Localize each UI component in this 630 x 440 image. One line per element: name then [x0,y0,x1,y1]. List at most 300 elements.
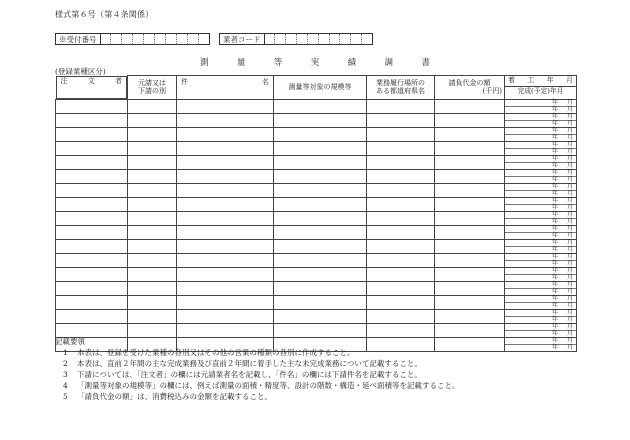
location-cell[interactable] [367,183,435,197]
header-prime-sub [128,76,177,100]
title-char: 等 [273,58,283,68]
header-char: 名 [262,78,269,86]
orderer-cell[interactable] [56,155,128,169]
amount-cell[interactable] [435,267,505,281]
completion-date[interactable] [505,135,576,141]
year-label: 年 [551,168,558,176]
header-line: 下請の別 [138,87,166,96]
prime-sub-cell[interactable] [128,183,177,197]
month-label: 月 [566,294,573,302]
orderer-cell[interactable] [56,183,128,197]
month-label: 月 [566,112,573,120]
prime-sub-cell[interactable] [128,99,177,113]
location-cell[interactable] [367,309,435,323]
month-label: 月 [566,231,573,239]
location-cell[interactable] [367,113,435,127]
year-label: 年 [551,259,558,267]
year-label: 年 [551,308,558,316]
year-label: 年 [551,140,558,148]
instruction-item [55,347,460,358]
orderer-cell[interactable] [56,141,128,155]
title-char: 測 [200,58,209,68]
year-label: 年 [551,154,558,162]
table-row [56,127,577,141]
header-char: 年 [546,76,554,84]
start-date[interactable] [505,128,576,135]
amount-cell[interactable] [435,113,505,127]
year-label: 年 [551,189,558,197]
start-date[interactable] [505,114,576,121]
completion-date[interactable] [505,331,576,337]
title-char: 績 [347,58,357,68]
month-label: 月 [566,224,573,232]
year-label: 年 [551,182,558,190]
table-row [56,295,577,309]
start-date[interactable] [505,170,576,177]
amount-cell[interactable] [435,295,505,309]
date-cell[interactable] [505,337,577,351]
instruction-text: 本表は、直前２年間の主な完成業務及び直前２年間に着手した主な未完成業務について記載すること。 [77,359,422,368]
item-name-cell[interactable] [177,267,274,281]
table-body [56,99,577,351]
month-label: 月 [566,329,573,337]
orderer-cell[interactable] [56,267,128,281]
month-label: 月 [566,322,573,330]
year-label: 年 [551,98,558,106]
year-label: 年 [551,126,558,134]
completion-date[interactable] [505,275,576,281]
month-label: 月 [566,154,573,162]
location-cell[interactable] [367,169,435,183]
month-label: 月 [566,301,573,309]
completion-date[interactable] [505,247,576,253]
table-row [56,211,577,225]
prime-sub-cell[interactable] [128,211,177,225]
location-cell[interactable] [367,253,435,267]
month-label: 月 [566,161,573,169]
form-id: 様式第６号（第４条関係） [55,10,154,19]
year-label: 年 [551,343,558,351]
table-header-row [56,76,577,100]
date-cell[interactable] [505,127,577,141]
month-label: 月 [566,273,573,281]
header-line: ある都道府県名 [376,87,425,96]
amount-cell[interactable] [435,169,505,183]
start-date[interactable] [505,282,576,289]
instruction-number: 5 [63,392,68,401]
month-label: 月 [566,343,573,351]
vendor-code-cells[interactable] [265,34,373,44]
table-row [56,197,577,211]
header-completion: 完成(予定)年月 [517,87,564,95]
instruction-number: 3 [63,370,68,379]
scale-cell[interactable] [274,267,367,281]
year-label: 年 [551,245,558,253]
month-label: 月 [566,147,573,155]
orderer-cell[interactable] [56,127,128,141]
start-date[interactable] [505,142,576,149]
instruction-text: 下請については、「注文者」の欄には元請業者名を記載し、「件名」の欄には下請件名を記載すること。 [77,370,422,379]
year-label: 年 [551,280,558,288]
item-name-cell[interactable] [177,281,274,295]
header-orderer [56,76,128,99]
amount-cell[interactable] [435,239,505,253]
location-cell[interactable] [367,225,435,239]
table-row [56,113,577,127]
header-char: 着 [508,76,515,84]
scale-cell[interactable] [274,309,367,323]
year-label: 年 [551,238,558,246]
scale-cell[interactable] [274,99,367,113]
year-label: 年 [551,273,558,281]
header-start [505,76,576,87]
date-cell[interactable] [505,253,577,267]
prime-sub-cell[interactable] [128,197,177,211]
item-name-cell[interactable] [177,169,274,183]
scale-cell[interactable] [274,239,367,253]
completion-date[interactable] [505,303,576,309]
prime-sub-cell[interactable] [128,309,177,323]
year-label: 年 [551,196,558,204]
month-label: 月 [566,287,573,295]
start-date[interactable] [505,338,576,345]
header-char: 者 [115,76,122,85]
header-char: 工 [527,76,535,84]
location-cell[interactable] [367,267,435,281]
year-label: 年 [551,133,558,141]
year-label: 年 [551,266,558,274]
header-line: 業務履行場所の [376,79,425,88]
amount-cell[interactable] [435,323,505,337]
start-date[interactable] [505,268,576,275]
amount-cell[interactable] [435,99,505,113]
year-label: 年 [551,287,558,295]
month-label: 月 [566,126,573,134]
date-cell[interactable] [505,267,577,281]
orderer-cell[interactable] [56,295,128,309]
amount-cell[interactable] [435,225,505,239]
date-cell[interactable] [505,281,577,295]
year-label: 年 [551,329,558,337]
amount-cell[interactable] [435,183,505,197]
year-label: 年 [551,105,558,113]
header-location [367,76,435,100]
start-date[interactable] [505,254,576,261]
date-cell[interactable] [505,141,577,155]
item-name-cell[interactable] [177,211,274,225]
item-name-cell[interactable] [177,295,274,309]
amount-cell[interactable] [435,281,505,295]
year-label: 年 [551,175,558,183]
item-name-cell[interactable] [177,253,274,267]
start-date[interactable] [505,226,576,233]
orderer-cell[interactable] [56,169,128,183]
location-cell[interactable] [367,281,435,295]
header-char: 文 [87,76,95,85]
date-cell[interactable] [505,211,577,225]
date-cell[interactable] [505,183,577,197]
month-label: 月 [566,336,573,344]
month-label: 月 [566,238,573,246]
date-cell[interactable] [505,239,577,253]
completion-date[interactable] [505,289,576,295]
date-cell[interactable] [505,295,577,309]
month-label: 月 [566,315,573,323]
month-label: 月 [566,245,573,253]
start-date[interactable] [505,156,576,163]
amount-cell[interactable] [435,155,505,169]
orderer-cell[interactable] [56,99,128,113]
header-char: 月 [565,76,573,84]
month-label: 月 [566,259,573,267]
orderer-cell[interactable] [56,211,128,225]
completion-date[interactable] [505,191,576,197]
date-cell[interactable] [505,225,577,239]
completion-date[interactable] [505,107,576,113]
table-row [56,309,577,323]
amount-cell[interactable] [435,211,505,225]
scale-cell[interactable] [274,169,367,183]
scale-cell[interactable] [274,323,367,337]
item-name-cell[interactable] [177,225,274,239]
amount-cell[interactable] [435,141,505,155]
scale-cell[interactable] [274,253,367,267]
start-date[interactable] [505,240,576,247]
completion-date[interactable] [505,233,576,239]
amount-cell[interactable] [435,253,505,267]
completion-date[interactable] [505,149,576,155]
receipt-number-cells[interactable] [101,34,210,44]
prime-sub-cell[interactable] [128,113,177,127]
item-name-cell[interactable] [177,99,274,113]
title-char: 量 [236,58,246,68]
table-row [56,225,577,239]
prime-sub-cell[interactable] [128,155,177,169]
orderer-cell[interactable] [56,239,128,253]
title-char: 実 [310,58,320,68]
month-label: 月 [566,203,573,211]
year-label: 年 [551,294,558,302]
table-row [56,183,577,197]
header-char: 注 [60,76,68,85]
start-date[interactable] [505,100,576,107]
date-cell[interactable] [505,113,577,127]
date-cell[interactable] [505,99,577,113]
instruction-text: 「請負代金の額」は、消費税込みの金額を記載すること。 [77,392,272,401]
item-name-cell[interactable] [177,183,274,197]
month-label: 月 [566,217,573,225]
receipt-number-box[interactable] [55,33,210,45]
header-scale: 測量等対象の規模等 [274,76,367,100]
location-cell[interactable] [367,197,435,211]
prime-sub-cell[interactable] [128,323,177,337]
completion-date[interactable] [505,219,576,225]
header-item-name [177,76,274,100]
header-amount [435,76,505,100]
location-cell[interactable] [367,295,435,309]
year-label: 年 [551,322,558,330]
amount-cell[interactable] [435,197,505,211]
item-name-cell[interactable] [177,113,274,127]
scale-cell[interactable] [274,211,367,225]
date-cell[interactable] [505,309,577,323]
item-name-cell[interactable] [177,141,274,155]
scale-cell[interactable] [274,197,367,211]
title-char: 調 [384,58,394,68]
year-label: 年 [551,301,558,309]
amount-cell[interactable] [435,127,505,141]
location-cell[interactable] [367,141,435,155]
instruction-text: 「測量等対象の規模等」の欄には、例えば測量の面積・精度等、設計の階数・構造・延べ面積等を記載すること。 [77,381,460,390]
start-date[interactable] [505,324,576,331]
start-date[interactable] [505,212,576,219]
table-row [56,323,577,337]
instruction-number: 2 [63,359,68,368]
start-date[interactable] [505,184,576,191]
amount-cell[interactable] [435,309,505,323]
start-date[interactable] [505,310,576,317]
prime-sub-cell[interactable] [128,127,177,141]
year-label: 年 [551,252,558,260]
scale-cell[interactable] [274,127,367,141]
header-line: (千円) [482,87,502,96]
year-label: 年 [551,210,558,218]
title-char: 書 [421,58,430,68]
instructions [55,336,460,402]
completion-date[interactable] [505,261,576,267]
table-row [56,267,577,281]
orderer-cell[interactable] [56,281,128,295]
completion-date[interactable] [505,163,576,169]
month-label: 月 [566,98,573,106]
receipt-number-label: ※受付番号 [56,34,101,44]
instruction-number: 1 [63,348,68,357]
year-label: 年 [551,217,558,225]
orderer-cell[interactable] [56,225,128,239]
scale-cell[interactable] [274,183,367,197]
prime-sub-cell[interactable] [128,267,177,281]
year-label: 年 [551,203,558,211]
month-label: 月 [566,280,573,288]
completion-date[interactable] [505,121,576,127]
month-label: 月 [566,182,573,190]
table-row [56,281,577,295]
scale-cell[interactable] [274,155,367,169]
month-label: 月 [566,252,573,260]
header-line: 請負代金の額 [448,79,491,88]
orderer-cell[interactable] [56,323,128,337]
month-label: 月 [566,175,573,183]
table-row [56,99,577,113]
instruction-number: 4 [63,381,68,390]
prime-sub-cell[interactable] [128,295,177,309]
prime-sub-cell[interactable] [128,281,177,295]
year-label: 年 [551,315,558,323]
completion-date[interactable] [505,205,576,211]
item-name-cell[interactable] [177,239,274,253]
header-dates [505,76,577,100]
instruction-item [55,369,460,380]
instructions-heading: 記載要領 [55,337,85,346]
start-date[interactable] [505,296,576,303]
table-row [56,253,577,267]
table-row [56,155,577,169]
scale-cell[interactable] [274,225,367,239]
year-label: 年 [551,224,558,232]
month-label: 月 [566,119,573,127]
registration-category-label: (登録業種区分) [55,67,106,76]
month-label: 月 [566,196,573,204]
prime-sub-cell[interactable] [128,225,177,239]
year-label: 年 [551,231,558,239]
date-cell[interactable] [505,169,577,183]
document-title [200,56,430,68]
location-cell[interactable] [367,323,435,337]
instruction-item [55,391,460,402]
item-name-cell[interactable] [177,323,274,337]
location-cell[interactable] [367,155,435,169]
month-label: 月 [566,168,573,176]
location-cell[interactable] [367,127,435,141]
completion-date[interactable] [505,317,576,323]
year-label: 年 [551,161,558,169]
month-label: 月 [566,140,573,148]
header-line: 元請又は [138,79,166,88]
start-date[interactable] [505,198,576,205]
item-name-cell[interactable] [177,155,274,169]
orderer-cell[interactable] [56,197,128,211]
month-label: 月 [566,266,573,274]
orderer-cell[interactable] [56,253,128,267]
item-name-cell[interactable] [177,127,274,141]
table-row [56,239,577,253]
instruction-item [55,380,460,391]
scale-cell[interactable] [274,113,367,127]
month-label: 月 [566,105,573,113]
date-cell[interactable] [505,323,577,337]
location-cell[interactable] [367,239,435,253]
orderer-cell[interactable] [56,113,128,127]
year-label: 年 [551,336,558,344]
scale-cell[interactable] [274,141,367,155]
year-label: 年 [551,119,558,127]
prime-sub-cell[interactable] [128,141,177,155]
orderer-cell[interactable] [56,309,128,323]
vendor-code-box[interactable] [219,33,373,45]
year-label: 年 [551,147,558,155]
completion-date[interactable] [505,177,576,183]
completion-date[interactable] [505,345,576,351]
scale-cell[interactable] [274,281,367,295]
month-label: 月 [566,210,573,218]
year-label: 年 [551,112,558,120]
table-row [56,169,577,183]
date-cell[interactable] [505,155,577,169]
item-name-cell[interactable] [177,197,274,211]
location-cell[interactable] [367,99,435,113]
prime-sub-cell[interactable] [128,253,177,267]
item-name-cell[interactable] [177,309,274,323]
vendor-code-label: 業者コード [220,34,265,44]
month-label: 月 [566,189,573,197]
location-cell[interactable] [367,211,435,225]
instruction-item [55,358,460,369]
header-char: 件 [181,78,188,86]
date-cell[interactable] [505,197,577,211]
prime-sub-cell[interactable] [128,169,177,183]
scale-cell[interactable] [274,295,367,309]
prime-sub-cell[interactable] [128,239,177,253]
